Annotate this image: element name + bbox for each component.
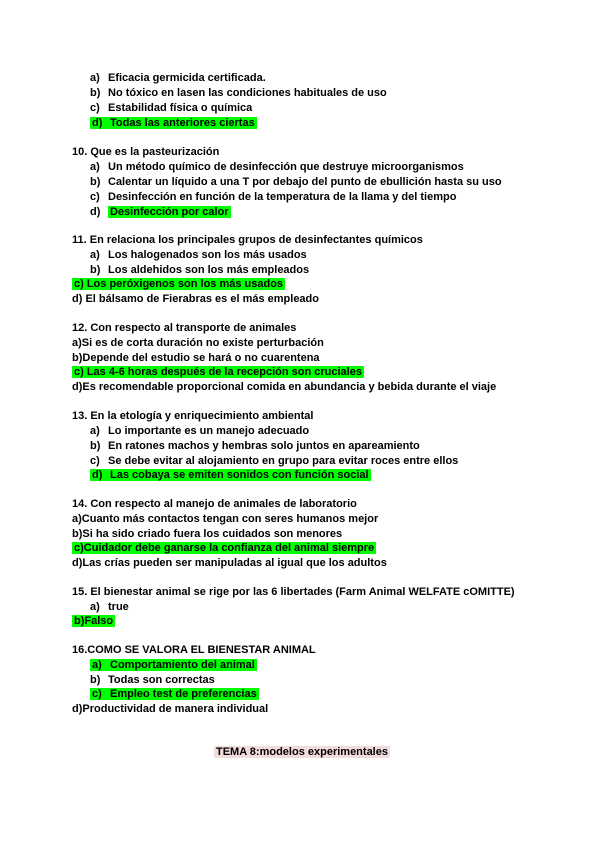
q13-question: 13. En la etología y enriquecimiento ambiental [72,410,314,422]
q11-option-b: b) Los aldehidos son los más empleados [90,264,310,276]
q14-option-d: d)Las crías pueden ser manipuladas al igual que los adultos [72,557,387,569]
q16-option-a-correct: a) Comportamiento del animal [92,659,255,671]
q9-option-b: b) No tóxico en lasen las condiciones habituales de uso [90,87,387,99]
q12-option-a: a)Si es de corta duración no existe perturbación [72,337,324,349]
q13-option-d-correct: d) Las cobaya se emiten sonidos con función social [92,469,369,481]
q12-option-c-correct: c) Las 4-6 horas después de la recepción son cruciales [74,366,362,378]
q13-option-b: b) En ratones machos y hembras solo juntos en apareamiento [90,440,420,452]
q16-option-b: b) Todas son correctas [90,674,215,686]
q14-option-a: a)Cuanto más contactos tengan con seres humanos mejor [72,513,379,525]
q10-option-d-correct: d) Desinfección por calor [90,206,229,218]
q11-option-c-correct: c) Los peróxigenos son los más usados [74,278,284,290]
q9-option-d-correct: d) Todas las anteriores ciertas [92,117,255,129]
q15-question: 15. El bienestar animal se rige por las 6 libertades (Farm Animal WELFATE cOMITTE) [72,586,515,598]
section-heading: TEMA 8:modelos experimentales [216,746,388,758]
q13-option-a: a) Lo importante es un manejo adecuado [90,425,310,437]
q14-option-b: b)Si ha sido criado fuera los cuidados son menores [72,528,343,540]
q10-option-b: b) Calentar un líquido a una T por debajo del punto de ebullición hasta su uso [90,176,502,188]
q16-option-d: d)Productividad de manera individual [72,703,269,715]
q11-option-a: a) Los halogenados son los más usados [90,249,307,261]
q10-option-c: c) Desinfección en función de la temperatura de la llama y del tiempo [90,191,457,203]
q16-option-c-correct: c) Empleo test de preferencias [92,688,257,700]
q15-option-b-correct: b)Falso [74,615,114,627]
q12-option-d: d)Es recomendable proporcional comida en abundancia y bebida durante el viaje [72,381,497,393]
q14-question: 14. Con respecto al manejo de animales de laboratorio [72,498,357,510]
q13-option-c: c) Se debe evitar al alojamiento en grupo para evitar roces entre ellos [90,455,459,467]
q10-option-a: a) Un método químico de desinfección que destruye microorganismos [90,161,464,173]
q16-question: 16.COMO SE VALORA EL BIENESTAR ANIMAL [72,644,316,656]
q9-option-a: a) Eficacia germicida certificada. [90,72,266,84]
q14-option-c-correct: c)Cuidador debe ganarse la confianza del animal siempre [74,542,375,554]
q9-option-c: c) Estabilidad física o química [90,102,253,114]
q15-option-a: a) true [90,601,129,613]
q10-question: 10. Que es la pasteurización [72,146,220,158]
q12-option-b: b)Depende del estudio se hará o no cuarentena [72,352,320,364]
q11-option-d: d) El bálsamo de Fierabras es el más empleado [72,293,319,305]
q11-question: 11. En relaciona los principales grupos de desinfectantes químicos [72,234,423,246]
q12-question: 12. Con respecto al transporte de animales [72,322,297,334]
